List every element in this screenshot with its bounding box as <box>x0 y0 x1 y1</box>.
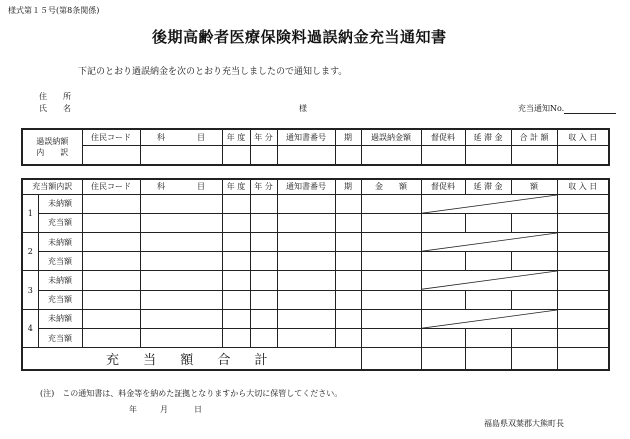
total-sum-cell[interactable] <box>511 348 557 370</box>
cell[interactable] <box>277 252 335 271</box>
cell[interactable] <box>140 309 222 328</box>
header-amount: 金 額 <box>361 179 421 194</box>
cell[interactable] <box>250 233 277 252</box>
cell[interactable] <box>335 328 361 347</box>
cell[interactable] <box>465 213 511 232</box>
cell[interactable] <box>361 145 421 165</box>
cell[interactable] <box>82 233 140 252</box>
cell[interactable] <box>140 145 222 165</box>
intro-text: 下記のとおり過誤納金を次のとおり充当しましたので通知します。 <box>78 67 348 77</box>
header-late-fee: 延 滞 金 <box>465 179 511 194</box>
cell[interactable] <box>277 194 335 213</box>
header-reminder-fee: 督促料 <box>421 129 465 145</box>
unpaid-label: 未納額 <box>38 233 82 252</box>
cell[interactable] <box>361 328 421 347</box>
cell[interactable] <box>250 290 277 309</box>
cell[interactable] <box>421 145 465 165</box>
crossed-out-cell <box>421 271 557 290</box>
cell[interactable] <box>277 213 335 232</box>
cell[interactable] <box>335 145 361 165</box>
cell[interactable] <box>511 213 557 232</box>
cell[interactable] <box>82 252 140 271</box>
cell[interactable] <box>222 271 250 290</box>
cell[interactable] <box>421 213 465 232</box>
cell[interactable] <box>140 213 222 232</box>
note-text: (注) この通知書は、料金等を納めた証拠となりますから大切に保管してください。 <box>40 389 343 398</box>
cell[interactable] <box>421 290 465 309</box>
cell[interactable] <box>511 145 557 165</box>
header-total: 合 計 額 <box>511 129 557 145</box>
application-breakdown-table <box>21 178 610 371</box>
cell[interactable] <box>335 233 361 252</box>
cell[interactable] <box>557 328 609 347</box>
cell[interactable] <box>82 271 140 290</box>
total-reminder-cell[interactable] <box>421 348 465 370</box>
cell[interactable] <box>140 233 222 252</box>
cell[interactable] <box>335 271 361 290</box>
total-amount-cell[interactable] <box>361 348 421 370</box>
header-receipt-date: 収 入 日 <box>557 179 609 194</box>
cell[interactable] <box>140 252 222 271</box>
cell[interactable] <box>277 290 335 309</box>
cell[interactable] <box>557 252 609 271</box>
cell[interactable] <box>557 233 609 252</box>
date-day: 日 <box>194 405 202 414</box>
issuer-name: 福島県双葉郡大熊町長 <box>484 419 564 428</box>
cell[interactable] <box>82 194 140 213</box>
header-reminder-fee: 督促料 <box>421 179 465 194</box>
cell[interactable] <box>82 290 140 309</box>
cell[interactable] <box>140 328 222 347</box>
group-number: 2 <box>22 233 38 271</box>
cell[interactable] <box>222 194 250 213</box>
cell[interactable] <box>511 290 557 309</box>
date-month: 月 <box>160 405 168 414</box>
name-label: 氏 名 <box>39 104 71 113</box>
crossed-out-cell <box>421 233 557 252</box>
cell[interactable] <box>361 271 421 290</box>
cell[interactable] <box>465 252 511 271</box>
cell[interactable] <box>250 271 277 290</box>
applied-label: 充当額 <box>38 290 82 309</box>
cell[interactable] <box>361 194 421 213</box>
header-sum: 額 <box>511 179 557 194</box>
applied-label: 充当額 <box>38 328 82 347</box>
total-late-fee-cell[interactable] <box>465 348 511 370</box>
cell[interactable] <box>140 194 222 213</box>
header-receipt-date: 収 入 日 <box>557 129 609 145</box>
cell[interactable] <box>557 145 609 165</box>
total-date-cell[interactable] <box>557 348 609 370</box>
cell[interactable] <box>277 328 335 347</box>
crossed-out-cell <box>421 309 557 328</box>
cell[interactable] <box>335 290 361 309</box>
cell[interactable] <box>557 271 609 290</box>
cell[interactable] <box>511 328 557 347</box>
date-year: 年 <box>129 405 137 414</box>
cell[interactable] <box>250 145 277 165</box>
notice-number-field[interactable] <box>564 104 616 114</box>
applied-label: 充当額 <box>38 213 82 232</box>
cell[interactable] <box>277 233 335 252</box>
cell[interactable] <box>140 290 222 309</box>
cell[interactable] <box>82 309 140 328</box>
notice-number-label: 充当通知No. <box>518 104 565 113</box>
header-year-portion: 年 分 <box>250 179 277 194</box>
cell[interactable] <box>557 309 609 328</box>
cell[interactable] <box>222 213 250 232</box>
cell[interactable] <box>361 252 421 271</box>
cell[interactable] <box>250 328 277 347</box>
header-fiscal-year: 年 度 <box>222 129 250 145</box>
cell[interactable] <box>222 252 250 271</box>
cell[interactable] <box>250 194 277 213</box>
header-item: 科 目 <box>140 179 222 194</box>
cell[interactable] <box>557 194 609 213</box>
cell[interactable] <box>335 252 361 271</box>
cell[interactable] <box>222 328 250 347</box>
unpaid-label: 未納額 <box>38 309 82 328</box>
cell[interactable] <box>222 309 250 328</box>
cell[interactable] <box>557 290 609 309</box>
group-number: 4 <box>22 309 38 347</box>
cell[interactable] <box>222 145 250 165</box>
cell[interactable] <box>277 309 335 328</box>
header-refund-amount: 過誤納金額 <box>361 129 421 145</box>
cell[interactable] <box>250 213 277 232</box>
cell[interactable] <box>82 145 140 165</box>
cell[interactable] <box>465 145 511 165</box>
form-number: 様式第１５号(第8条関係) <box>8 6 100 15</box>
header-resident-code: 住民コード <box>82 179 140 194</box>
header-notice-number: 通知書番号 <box>277 179 335 194</box>
cell[interactable] <box>421 328 465 347</box>
cell[interactable] <box>361 233 421 252</box>
unpaid-label: 未納額 <box>38 194 82 213</box>
cell[interactable] <box>361 290 421 309</box>
cell[interactable] <box>140 271 222 290</box>
cell[interactable] <box>465 290 511 309</box>
cell[interactable] <box>250 252 277 271</box>
unpaid-label: 未納額 <box>38 271 82 290</box>
group-number: 3 <box>22 271 38 309</box>
cell[interactable] <box>250 309 277 328</box>
group-number: 1 <box>22 194 38 232</box>
address-label: 住 所 <box>39 92 71 101</box>
crossed-out-cell <box>421 194 557 213</box>
cell[interactable] <box>222 233 250 252</box>
cell[interactable] <box>222 290 250 309</box>
refund-row-label: 過誤納額 内 訳 <box>22 129 82 165</box>
notice-number <box>518 103 616 114</box>
cell[interactable] <box>465 328 511 347</box>
cell[interactable] <box>335 194 361 213</box>
cell[interactable] <box>82 213 140 232</box>
header-year-portion: 年 分 <box>250 129 277 145</box>
honorific: 様 <box>299 104 307 113</box>
header-resident-code: 住民コード <box>82 129 140 145</box>
header-application-breakdown: 充当額内訳 <box>22 179 82 194</box>
header-late-fee: 延 滞 金 <box>465 129 511 145</box>
header-period: 期 <box>335 179 361 194</box>
document-title: 後期高齢者医療保険料過誤納金充当通知書 <box>152 28 447 46</box>
header-item: 科 目 <box>140 129 222 145</box>
header-period: 期 <box>335 129 361 145</box>
cell[interactable] <box>277 271 335 290</box>
cell[interactable] <box>511 252 557 271</box>
cell[interactable] <box>335 309 361 328</box>
header-fiscal-year: 年 度 <box>222 179 250 194</box>
applied-label: 充当額 <box>38 252 82 271</box>
refund-breakdown-table <box>21 128 610 166</box>
cell[interactable] <box>421 252 465 271</box>
total-label: 充 当 額 合 計 <box>22 348 361 370</box>
header-notice-number: 通知書番号 <box>277 129 335 145</box>
cell[interactable] <box>82 328 140 347</box>
cell[interactable] <box>557 213 609 232</box>
cell[interactable] <box>361 213 421 232</box>
cell[interactable] <box>277 145 335 165</box>
cell[interactable] <box>361 309 421 328</box>
cell[interactable] <box>335 213 361 232</box>
